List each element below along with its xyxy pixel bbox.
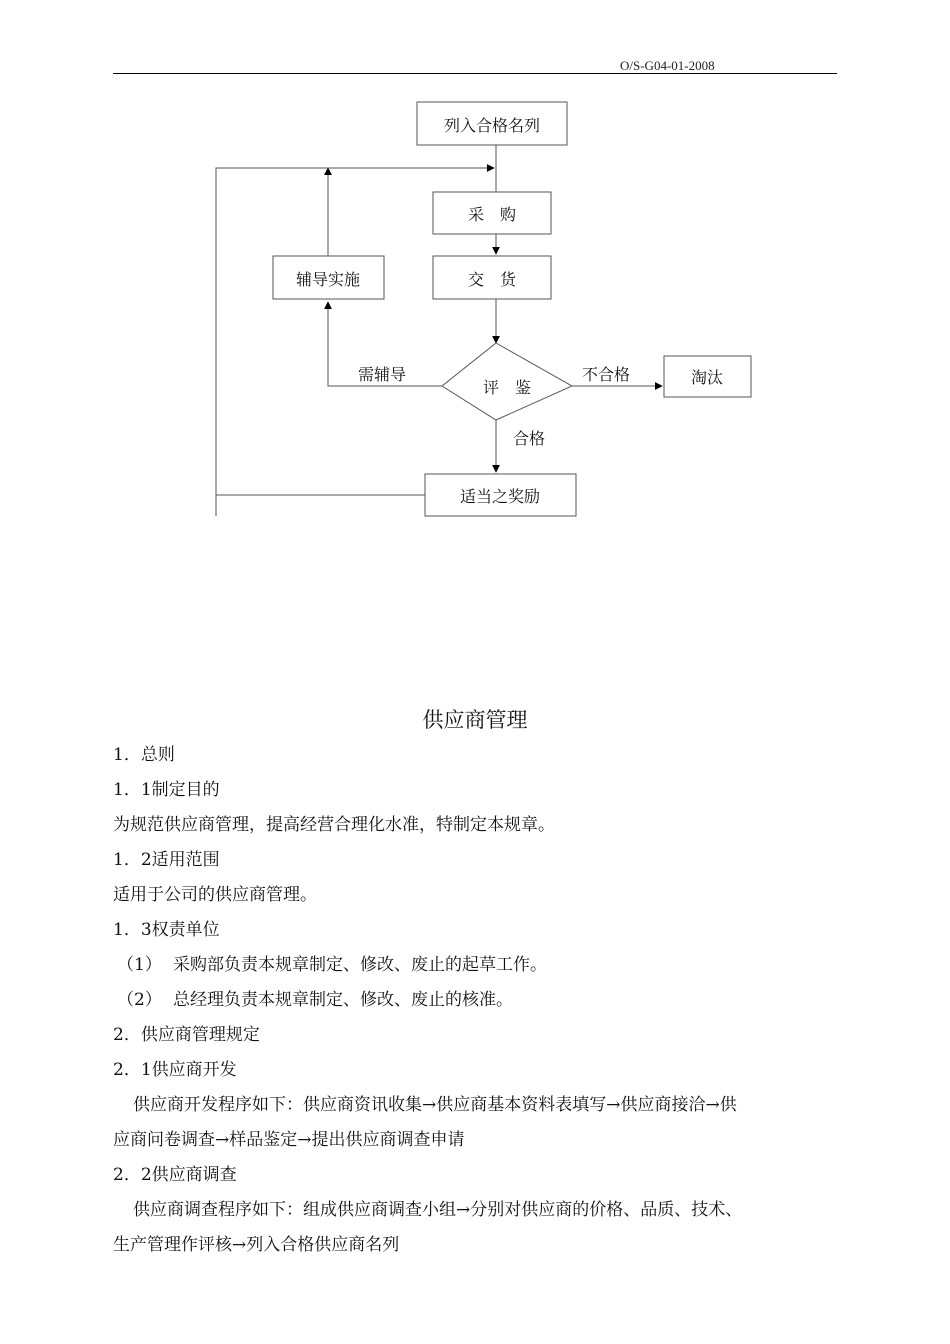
edge-label-unqualified: 不合格: [581, 365, 631, 384]
box-eliminate-label: 淘汰: [690, 368, 724, 387]
subsection-scope: 1．2适用范围: [113, 850, 220, 870]
subsection-survey: 2．2供应商调查: [113, 1165, 237, 1185]
diamond-evaluate-label: 评 鉴: [482, 378, 532, 397]
subsection-development: 2．1供应商开发: [113, 1060, 237, 1080]
box-reward-label: 适当之奖励: [459, 487, 541, 506]
supplier-flowchart: [0, 0, 950, 600]
document-title: 供应商管理: [422, 708, 528, 732]
section-general: 1．总则: [113, 745, 175, 765]
list-item-text: 总经理负责本规章制定、修改、废止的核准。: [173, 990, 513, 1010]
edge-label-qualified: 合格: [512, 429, 546, 448]
list-item-number: （1）: [117, 955, 162, 975]
paragraph-development-line1: 供应商开发程序如下：供应商资讯收集→供应商基本资料表填写→供应商接洽→供: [133, 1095, 737, 1115]
paragraph-survey-line1: 供应商调查程序如下：组成供应商调查小组→分别对供应商的价格、品质、技术、: [133, 1200, 743, 1220]
paragraph-purpose: 为规范供应商管理，提高经营合理化水准，特制定本规章。: [113, 815, 555, 835]
paragraph-survey-line2: 生产管理作评核→列入合格供应商名列: [113, 1235, 400, 1255]
document-code: O/S-G04-01-2008: [620, 58, 715, 73]
paragraph-scope: 适用于公司的供应商管理。: [113, 885, 317, 905]
section-supplier-rules: 2．供应商管理规定: [113, 1025, 260, 1045]
box-purchase-label: 采 购: [467, 205, 517, 224]
subsection-purpose: 1．1制定目的: [113, 780, 220, 800]
box-deliver-label: 交 货: [467, 270, 517, 289]
paragraph-development-line2: 应商问卷调查→样品鉴定→提出供应商调查申请: [113, 1130, 465, 1150]
box-coach-label: 辅导实施: [295, 270, 361, 289]
list-item-text: 采购部负责本规章制定、修改、废止的起草工作。: [173, 955, 547, 975]
edge-label-need-coach: 需辅导: [357, 365, 407, 384]
subsection-responsibility: 1．3权责单位: [113, 920, 220, 940]
list-item-number: （2）: [117, 990, 162, 1010]
list-item-responsibility-2: [113, 988, 847, 1012]
box-list-label: 列入合格名列: [443, 116, 541, 135]
list-item-responsibility-1: [113, 953, 847, 977]
